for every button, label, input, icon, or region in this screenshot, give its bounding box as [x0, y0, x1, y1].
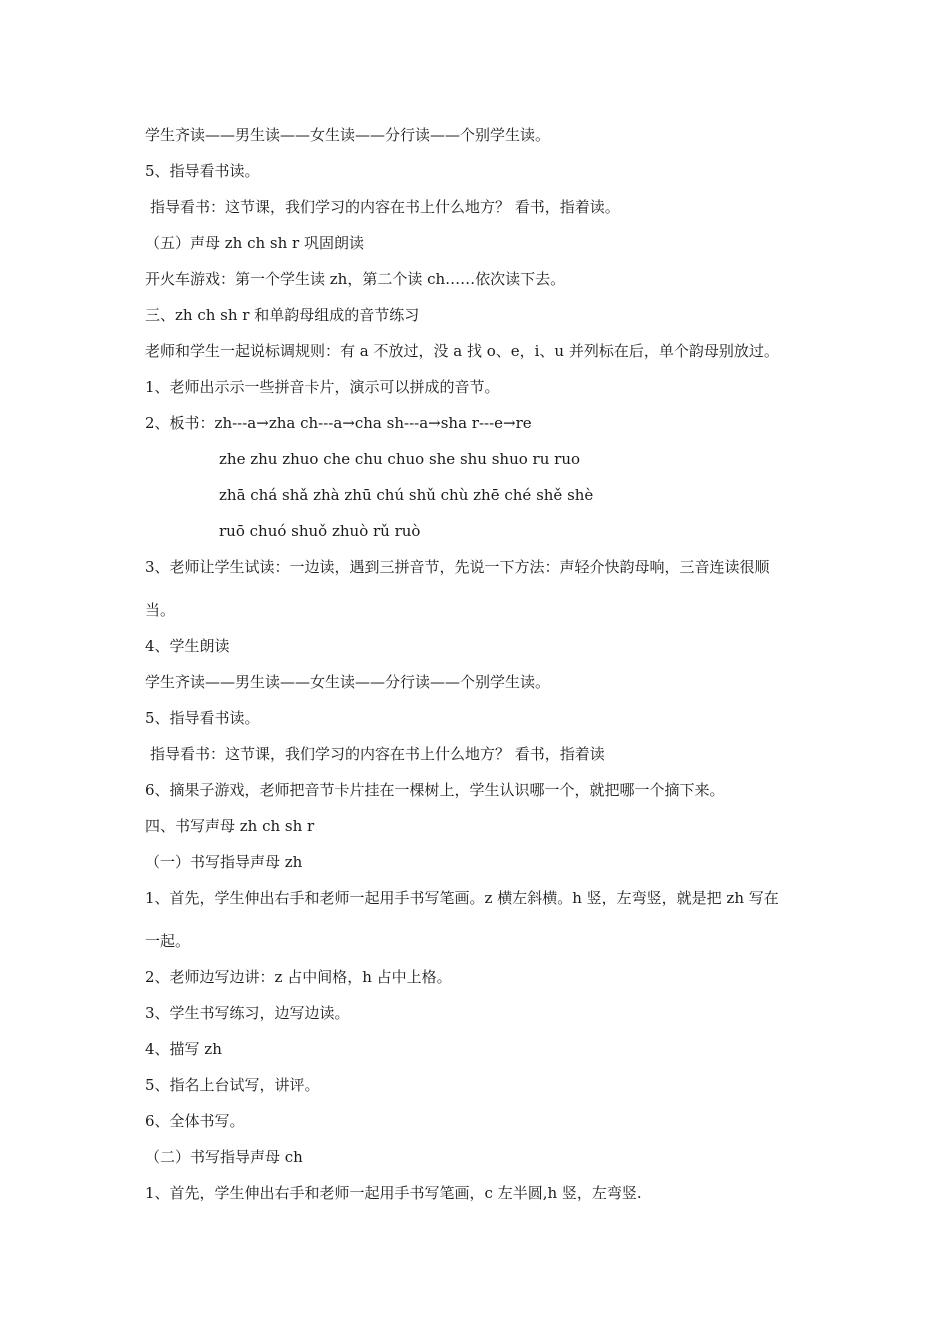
text-line: 指导看书：这节课，我们学习的内容在书上什么地方？ 看书，指着读。 [150, 198, 620, 216]
text-line: 学生齐读——男生读——女生读——分行读——个别学生读。 [145, 126, 551, 144]
text-line: 4、描写 zh [145, 1040, 222, 1058]
subsection-heading: （一）书写指导声母 zh [145, 853, 303, 871]
text-line: 6、全体书写。 [145, 1112, 245, 1130]
document-body [145, 124, 815, 1218]
text-line: 1、首先，学生伸出右手和老师一起用手书写笔画。z 横左斜横。h 竖，左弯竖，就是把 zh 写在 [145, 889, 779, 907]
section-heading: （五）声母 zh ch sh r 巩固朗读 [145, 234, 364, 252]
text-line: 一起。 [145, 932, 191, 950]
text-line: 2、老师边写边讲：z 占中间格，h 占中上格。 [145, 968, 452, 986]
text-line: 5、指导看书读。 [145, 162, 260, 180]
pinyin-line: ruō chuó shuǒ zhuò rǔ ruò [219, 522, 421, 540]
text-line: 1、首先，学生伸出右手和老师一起用手书写笔画，c 左半圆,h 竖，左弯竖. [145, 1184, 642, 1202]
section-heading: 三、zh ch sh r 和单韵母组成的音节练习 [145, 306, 420, 324]
text-line: 当。 [145, 601, 176, 619]
text-line: 3、学生书写练习，边写边读。 [145, 1004, 350, 1022]
text-line: 6、摘果子游戏，老师把音节卡片挂在一棵树上，学生认识哪一个，就把哪一个摘下来。 [145, 781, 725, 799]
text-line: 指导看书：这节课，我们学习的内容在书上什么地方？ 看书，指着读 [150, 745, 605, 763]
pinyin-line: zhā chá shǎ zhà zhū chú shǔ chù zhē ché shě shè [219, 486, 594, 504]
text-line: 4、学生朗读 [145, 637, 230, 655]
pinyin-line: zhe zhu zhuo che chu chuo she shu shuo ru ruo [219, 450, 581, 468]
text-line: 开火车游戏：第一个学生读 zh，第二个读 ch……依次读下去。 [145, 270, 566, 288]
text-line: 5、指导看书读。 [145, 709, 260, 727]
pinyin-line: 2、板书：zh---a→zha ch---a→cha sh---a→sha r---e→re [145, 414, 532, 432]
text-line: 老师和学生一起说标调规则：有 a 不放过，没 a 找 o、e，i、u 并列标在后，单个韵母别放过。 [145, 342, 779, 360]
text-line: 1、老师出示示一些拼音卡片，演示可以拼成的音节。 [145, 378, 500, 396]
section-heading: 四、书写声母 zh ch sh r [145, 817, 315, 835]
text-line: 5、指名上台试写，讲评。 [145, 1076, 320, 1094]
text-line: 学生齐读——男生读——女生读——分行读——个别学生读。 [145, 673, 551, 691]
text-line: 3、老师让学生试读：一边读，遇到三拼音节，先说一下方法：声轻介快韵母响，三音连读很顺 [145, 558, 770, 576]
subsection-heading: （二）书写指导声母 ch [145, 1148, 303, 1166]
